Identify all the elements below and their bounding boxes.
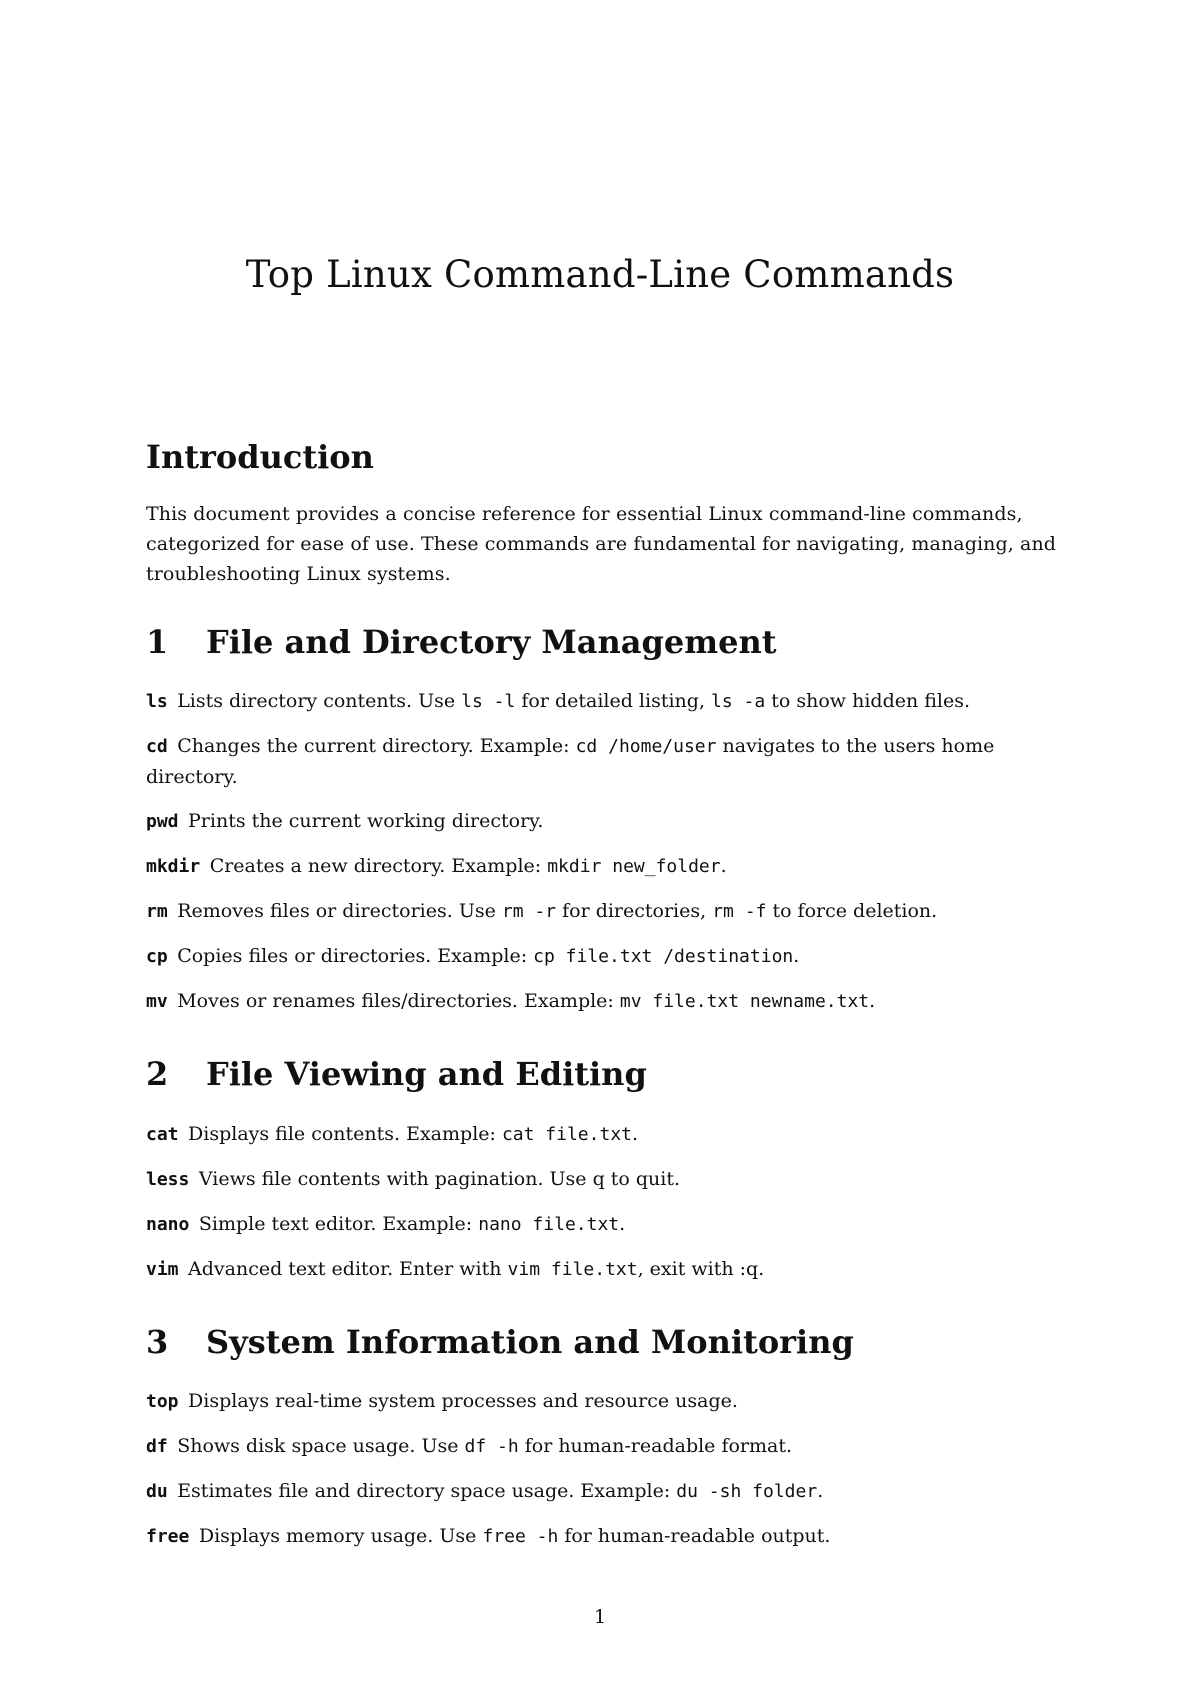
section-title: System Information and Monitoring: [206, 1322, 854, 1361]
inline-code: nano file.txt: [478, 1213, 620, 1235]
section-heading: [146, 1057, 1066, 1092]
inline-code: cat file.txt: [501, 1123, 632, 1145]
inline-code: cd /home/user: [575, 736, 717, 758]
inline-code: ls -a: [711, 691, 766, 713]
command-name: pwd: [146, 811, 179, 833]
command-description: Prints the current working directory.: [188, 810, 544, 833]
command-description: .: [793, 945, 800, 968]
command-description: .: [817, 1479, 824, 1502]
sections-container: [146, 625, 1066, 1552]
page-number: 1: [593, 1606, 607, 1628]
command-description: Changes the current directory. Example:: [177, 735, 576, 758]
command-name: mkdir: [146, 856, 201, 878]
inline-code: rm -r: [501, 901, 557, 923]
command-name: nano: [146, 1213, 190, 1235]
inline-code: vim file.txt: [507, 1258, 638, 1280]
command-entry: [146, 1119, 1066, 1150]
command-description: Moves or renames files/directories. Example:: [177, 990, 620, 1013]
command-entry: [146, 1431, 1066, 1462]
command-name: top: [146, 1390, 179, 1412]
command-entry: [146, 806, 1066, 837]
inline-code: df -h: [464, 1435, 519, 1457]
inline-code: free -h: [482, 1525, 559, 1547]
section-title: File and Directory Management: [206, 623, 777, 662]
command-description: .: [619, 1212, 626, 1235]
command-description: Views file contents with pagination. Use q to quit.: [198, 1167, 681, 1190]
command-description: Displays file contents. Example:: [188, 1122, 502, 1145]
command-description: .: [720, 855, 727, 878]
command-description: Displays memory usage. Use: [198, 1524, 483, 1547]
inline-code: du -sh folder: [676, 1480, 818, 1502]
section-heading: [146, 1322, 1066, 1361]
command-entry: [146, 986, 1066, 1017]
command-entry: [146, 1521, 1066, 1552]
command-name: ls: [146, 691, 168, 713]
command-description: .: [632, 1122, 639, 1145]
command-name: vim: [146, 1258, 179, 1280]
command-name: cp: [146, 946, 168, 968]
command-description: Shows disk space usage. Use: [177, 1434, 465, 1457]
inline-code: mkdir new_folder: [547, 856, 721, 878]
section-heading: [146, 625, 1066, 660]
inline-code: ls -l: [461, 691, 516, 713]
command-description: Estimates file and directory space usage. Example:: [177, 1479, 677, 1502]
section-3: [146, 1322, 1066, 1552]
command-entry: [146, 851, 1066, 882]
command-description: for human-readable output.: [558, 1524, 831, 1547]
command-name: rm: [146, 901, 168, 923]
command-name: mv: [146, 991, 168, 1013]
command-name: du: [146, 1480, 168, 1502]
command-description: Removes files or directories. Use: [177, 900, 502, 923]
command-description: Creates a new directory. Example:: [209, 855, 548, 878]
section-1: [146, 625, 1066, 1017]
command-name: cd: [146, 736, 168, 758]
section-number: 1: [146, 623, 169, 662]
section-2: [146, 1057, 1066, 1284]
command-entry: [146, 686, 1066, 717]
document-title: Top Linux Command-Line Commands: [245, 252, 955, 296]
command-description: Copies files or directories. Example:: [177, 945, 534, 968]
command-entry: [146, 1386, 1066, 1417]
command-entry: [146, 731, 1066, 792]
command-entry: [146, 1254, 1066, 1285]
command-name: cat: [146, 1123, 179, 1145]
command-entry: [146, 1476, 1066, 1507]
command-entry: [146, 1209, 1066, 1240]
command-description: Lists directory contents. Use: [177, 690, 462, 713]
document-body: [146, 440, 1066, 1592]
command-description: for directories,: [556, 900, 713, 923]
command-name: df: [146, 1435, 168, 1457]
command-description: to show hidden files.: [765, 690, 971, 713]
command-description: to force deletion.: [766, 900, 938, 923]
command-description: , exit with :q.: [637, 1257, 765, 1280]
intro-paragraph: This document provides a concise reference for essential Linux command-line commands, categorized for ease of use. These commands are fundamental for navigating, managing, and troubleshooting Linux systems.: [146, 503, 1057, 586]
command-name: less: [146, 1168, 190, 1190]
command-description: for human-readable format.: [518, 1434, 793, 1457]
command-description: Displays real-time system processes and resource usage.: [188, 1389, 738, 1412]
command-description: .: [869, 990, 876, 1013]
command-description: Advanced text editor. Enter with: [188, 1257, 508, 1280]
command-description: navigates to the users home directory.: [146, 735, 995, 789]
section-title: File Viewing and Editing: [206, 1055, 647, 1094]
command-entry: [146, 1164, 1066, 1195]
command-name: free: [146, 1525, 190, 1547]
section-number: 2: [146, 1055, 169, 1094]
section-number: 3: [146, 1322, 169, 1361]
command-description: for detailed listing,: [515, 690, 712, 713]
command-description: Simple text editor. Example:: [198, 1212, 479, 1235]
inline-code: cp file.txt /destination: [533, 946, 794, 968]
command-entry: [146, 896, 1066, 927]
inline-code: mv file.txt newname.txt: [619, 991, 870, 1013]
inline-code: rm -f: [712, 901, 767, 923]
command-entry: [146, 941, 1066, 972]
intro-heading: Introduction: [146, 438, 374, 476]
